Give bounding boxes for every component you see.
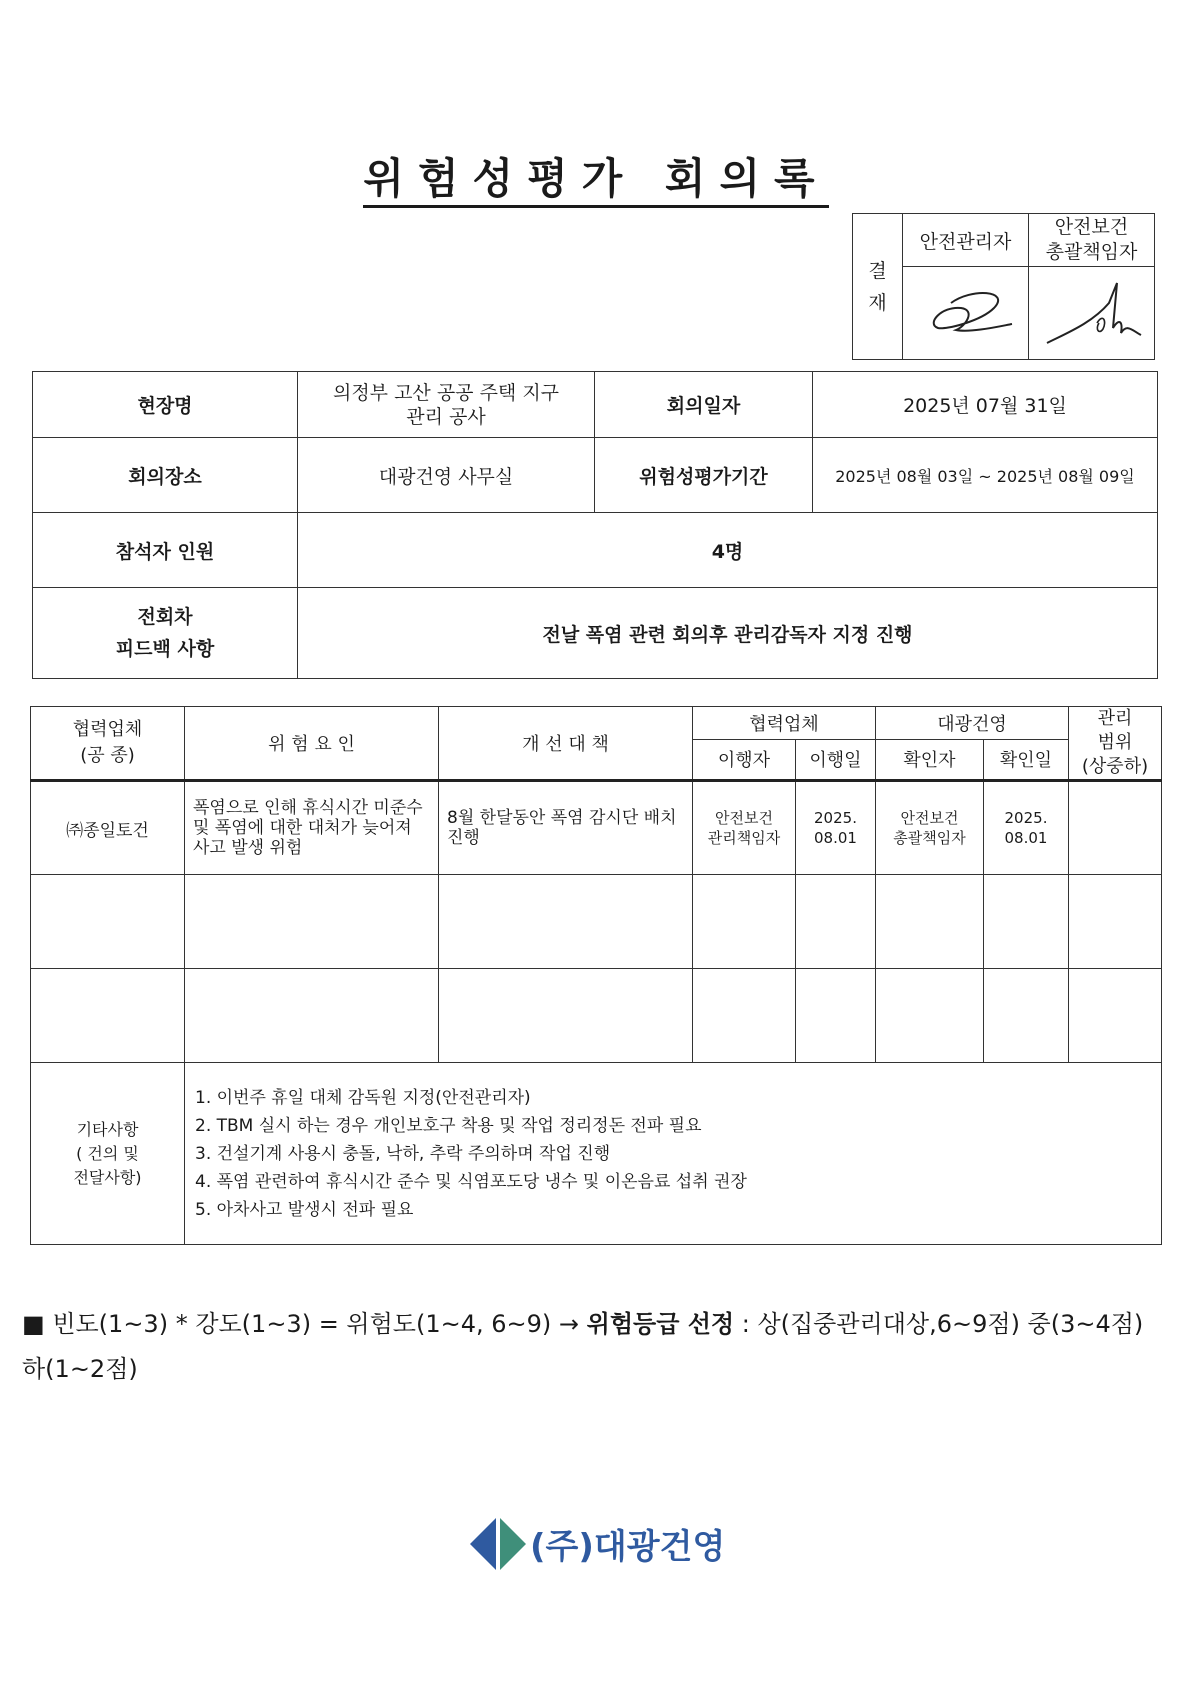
row-checker-line2: 총괄책임자 xyxy=(893,829,966,847)
meeting-info-table xyxy=(32,371,1158,679)
place-value: 대광건영 사무실 xyxy=(298,438,595,513)
empty-cell xyxy=(185,969,439,1063)
empty-cell xyxy=(1069,875,1162,969)
row-risk-line2: 및 폭염에 대한 대처가 늦어져 xyxy=(193,818,412,838)
approval-col-general-manager xyxy=(1029,214,1155,267)
row-partner: ㈜종일토건 xyxy=(31,781,185,875)
row-scope xyxy=(1069,781,1162,875)
date-value: 2025년 07월 31일 xyxy=(813,372,1158,438)
header-scope-line3: (상중하) xyxy=(1081,756,1149,777)
empty-cell xyxy=(1069,969,1162,1063)
formula-suffix: : 상(집중관리대상,6~9점) 중(3~4점) 하(1~2점) xyxy=(22,1310,1144,1383)
approval-col2-line1: 안전보건 xyxy=(1054,216,1129,238)
site-label: 현장명 xyxy=(33,372,298,438)
bullet-square-icon: ■ xyxy=(22,1310,45,1338)
empty-cell xyxy=(984,875,1069,969)
row-exec-date-line2: 08.01 xyxy=(814,829,857,847)
row-risk-factor xyxy=(185,781,439,875)
note-item: 4. 폭염 관련하여 휴식시간 준수 및 식염포도당 냉수 및 이온음료 섭취 권장 xyxy=(195,1171,747,1192)
period-value: 2025년 08월 03일 ~ 2025년 08월 09일 xyxy=(813,438,1158,513)
row-executor-line1: 안전보건 xyxy=(715,809,773,827)
approval-side-label-1: 결 xyxy=(868,259,887,282)
empty-cell xyxy=(31,969,185,1063)
empty-cell xyxy=(984,969,1069,1063)
empty-cell xyxy=(876,875,984,969)
header-measure: 개 선 대 책 xyxy=(439,707,693,781)
signature-1 xyxy=(916,278,1016,348)
empty-cell xyxy=(693,969,796,1063)
approval-col2-line2: 총괄책임자 xyxy=(1045,241,1138,263)
date-label: 회의일자 xyxy=(595,372,813,438)
page-title-text: 위험성평가 회의록 xyxy=(363,154,828,208)
header-executor: 이행자 xyxy=(693,739,796,780)
attendees-label: 참석자 인원 xyxy=(33,513,298,588)
notes-label-line1: 기타사항 xyxy=(76,1119,139,1139)
note-item: 1. 이번주 휴일 대체 감독원 지정(안전관리자) xyxy=(195,1087,531,1108)
row-checker-line1: 안전보건 xyxy=(900,809,959,827)
header-scope-line2: 범위 xyxy=(1097,732,1133,753)
approval-side-label xyxy=(853,214,903,360)
row-check-date-line2: 08.01 xyxy=(1004,829,1048,847)
header-daekwang-group: 대광건영 xyxy=(876,707,1069,740)
row-measure xyxy=(439,781,693,875)
row-exec-date-line1: 2025. xyxy=(814,809,857,827)
row-risk-line1: 폭염으로 인해 휴식시간 미준수 xyxy=(193,798,423,818)
empty-cell xyxy=(439,969,693,1063)
row-measure-line1: 8월 한달동안 폭염 감시단 배치 xyxy=(447,808,677,828)
attendees-value: 4명 xyxy=(298,513,1158,588)
header-scope-line1: 관리 xyxy=(1097,708,1133,729)
site-value-line2: 관리 공사 xyxy=(406,405,486,428)
row-risk-line3: 사고 발생 위험 xyxy=(193,838,303,858)
site-value-line1: 의정부 고산 공공 주택 지구 xyxy=(332,381,560,404)
formula-prefix: 빈도(1~3) * 강도(1~3) = 위험도(1~4, 6~9) → xyxy=(44,1310,587,1338)
signature-cell-2 xyxy=(1029,267,1155,360)
header-partner xyxy=(31,707,185,781)
empty-cell xyxy=(796,969,876,1063)
empty-cell xyxy=(796,875,876,969)
empty-cell xyxy=(693,875,796,969)
empty-cell xyxy=(439,875,693,969)
header-partner-line1: 협력업체 xyxy=(72,719,143,740)
header-partner-group: 협력업체 xyxy=(693,707,876,740)
header-risk-factor: 위 험 요 인 xyxy=(185,707,439,781)
site-value xyxy=(298,372,595,438)
row-check-date xyxy=(984,781,1069,875)
signature-2 xyxy=(1037,273,1147,353)
empty-cell xyxy=(876,969,984,1063)
hazard-table xyxy=(30,706,1162,1245)
notes-list xyxy=(185,1063,1162,1245)
notes-label-line3: 전달사항) xyxy=(73,1167,142,1187)
approval-box xyxy=(852,213,1155,360)
approval-col-safety-manager: 안전관리자 xyxy=(903,214,1029,267)
header-partner-line2: (공 종) xyxy=(80,745,135,766)
header-exec-date: 이행일 xyxy=(796,739,876,780)
header-check-date: 확인일 xyxy=(984,739,1069,780)
note-item: 2. TBM 실시 하는 경우 개인보호구 착용 및 작업 정리정돈 전파 필요 xyxy=(195,1115,702,1136)
row-check-date-line1: 2025. xyxy=(1004,809,1048,827)
feedback-label-line1: 전회차 xyxy=(137,606,193,628)
table-row-empty xyxy=(31,875,1162,969)
place-label: 회의장소 xyxy=(33,438,298,513)
company-logo-icon xyxy=(468,1516,528,1572)
feedback-label-line2: 피드백 사항 xyxy=(115,638,215,660)
table-row xyxy=(31,781,1162,875)
period-label: 위험성평가기간 xyxy=(595,438,813,513)
feedback-value: 전날 폭염 관련 회의후 관리감독자 지정 진행 xyxy=(298,588,1158,679)
empty-cell xyxy=(31,875,185,969)
page-title xyxy=(0,146,1192,206)
formula-bold: 위험등급 선정 xyxy=(586,1310,735,1338)
row-executor-line2: 관리책임자 xyxy=(707,829,781,847)
row-exec-date xyxy=(796,781,876,875)
note-item: 5. 아차사고 발생시 전파 필요 xyxy=(195,1199,414,1220)
risk-grade-formula xyxy=(22,1302,1172,1392)
approval-side-label-2: 재 xyxy=(868,291,887,314)
row-checker xyxy=(876,781,984,875)
company-logo-text: (주)대광건영 xyxy=(530,1527,726,1567)
header-scope xyxy=(1069,707,1162,781)
feedback-label xyxy=(33,588,298,679)
notes-label-line2: ( 건의 및 xyxy=(76,1143,139,1163)
note-item: 3. 건설기계 사용시 충돌, 낙하, 추락 주의하며 작업 진행 xyxy=(195,1143,611,1164)
row-executor xyxy=(693,781,796,875)
row-measure-line2: 진행 xyxy=(447,828,480,848)
empty-cell xyxy=(185,875,439,969)
notes-label xyxy=(31,1063,185,1245)
table-row-empty xyxy=(31,969,1162,1063)
signature-cell-1 xyxy=(903,267,1029,360)
header-checker: 확인자 xyxy=(876,739,984,780)
